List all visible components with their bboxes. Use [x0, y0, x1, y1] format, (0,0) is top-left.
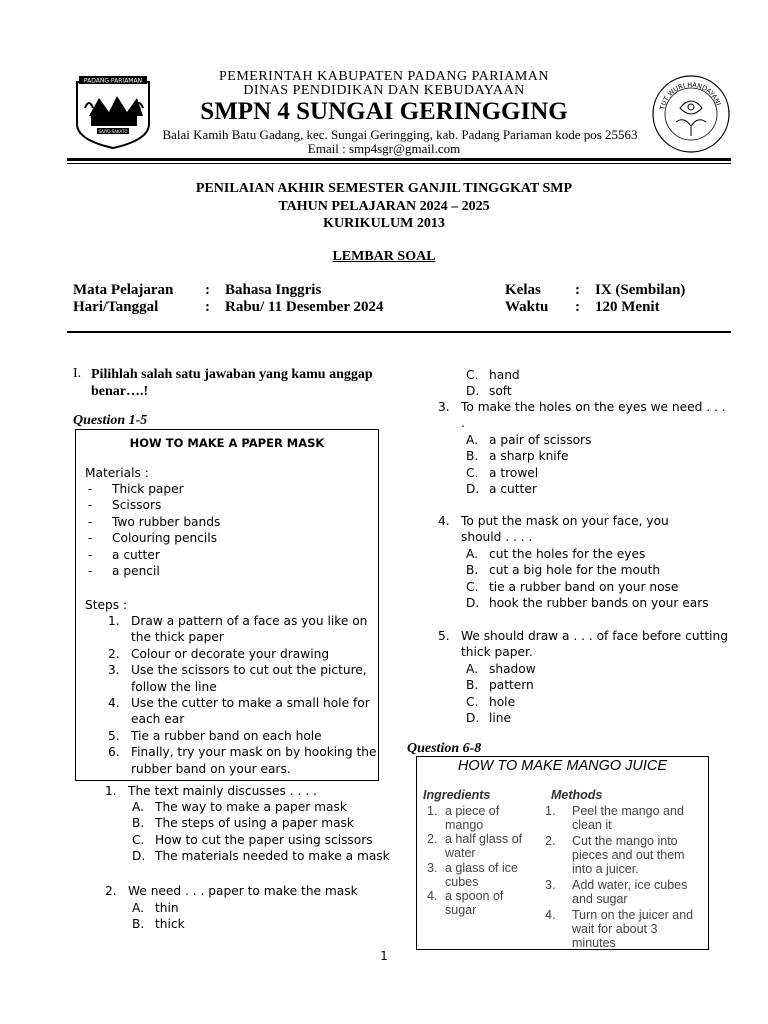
step-text: Use the scissors to cut out the picture,: [131, 663, 367, 678]
government-name: PEMERINTAH KABUPATEN PADANG PARIAMAN: [219, 69, 549, 84]
method-text: pieces and out them: [572, 848, 685, 862]
option-text: The materials needed to make a mask: [155, 849, 390, 864]
class-label: Kelas: [505, 282, 541, 298]
question-text: We should draw a . . . of face before cutting: [461, 629, 728, 643]
school-address: Balai Kamih Batu Gadang, kec. Sungai Geringging, kab. Padang Pariaman kode pos 25563: [162, 127, 638, 142]
info-divider: [67, 331, 731, 333]
option-text: pattern: [489, 678, 534, 693]
time-value: 120 Menit: [595, 299, 660, 315]
option-letter: D.: [466, 596, 480, 610]
subject-label: Mata Pelajaran: [73, 282, 174, 298]
material-item: Two rubber bands: [112, 514, 221, 529]
option-letter: A.: [132, 800, 144, 814]
time-label: Waktu: [505, 299, 549, 315]
method-text: Turn on the juicer and: [572, 908, 694, 922]
subject-value: Bahasa Inggris: [225, 282, 322, 298]
option-letter: C.: [466, 368, 479, 382]
department-name: DINAS PENDIDIKAN DAN KEBUDAYAAN: [243, 83, 525, 98]
ingredient-number: 2.: [427, 832, 438, 847]
method-text: and sugar: [572, 892, 628, 906]
bullet-dash: -: [88, 498, 93, 513]
option-letter: A.: [466, 432, 478, 447]
day-value: Rabu/ 11 Desember 2024: [225, 299, 384, 315]
question-number: 4.: [438, 514, 450, 528]
option-letter: B.: [466, 563, 479, 578]
option-text: thin: [155, 901, 179, 915]
bullet-dash: -: [88, 531, 93, 546]
day-label: Hari/Tanggal: [73, 299, 159, 315]
option-text: tie a rubber band on your nose: [489, 579, 679, 594]
method-number: 1.: [545, 804, 556, 818]
ingredient-text: sugar: [445, 903, 477, 918]
method-number: 4.: [545, 908, 556, 922]
ingredient-text: a glass of ice: [445, 860, 518, 875]
step-number: 6.: [108, 745, 120, 760]
instruction-text: Pilihlah salah satu jawaban yang kamu anggap benar….!: [91, 367, 373, 399]
header-divider-thin: [67, 163, 731, 164]
colon: :: [205, 299, 210, 315]
option-letter: B.: [466, 678, 479, 693]
option-text: a cutter: [489, 482, 537, 496]
option-letter: C.: [466, 579, 479, 594]
option-text: cut a big hole for the mouth: [489, 563, 661, 578]
sheet-title: LEMBAR SOAL: [332, 249, 436, 264]
curriculum: KURIKULUM 2013: [323, 216, 445, 231]
ingredient-number: 3.: [427, 860, 438, 875]
page-number: 1: [380, 949, 388, 963]
materials-label: Materials :: [85, 466, 149, 480]
bullet-dash: -: [88, 482, 93, 496]
step-text: rubber band on your ears.: [131, 761, 291, 776]
methods-label: Methods: [551, 788, 603, 802]
step-text: Use the cutter to make a small hole for: [131, 696, 370, 710]
logo-left-label: PADANG PARIAMAN: [83, 77, 143, 85]
exam-title: PENILAIAN AKHIR SEMESTER GANJIL TINGGKAT SMP: [195, 181, 573, 196]
question-text: .: [461, 416, 465, 431]
option-letter: A.: [466, 661, 478, 676]
option-letter: A.: [132, 901, 144, 915]
option-text: a pair of scissors: [489, 432, 592, 447]
section1-heading: Question 1-5: [73, 413, 148, 428]
method-text: wait for about 3: [572, 922, 658, 936]
mango-juice-title: HOW TO MAKE MANGO JUICE: [457, 758, 668, 774]
question-text: The text mainly discusses . . . .: [128, 784, 317, 798]
step-text: the thick paper: [131, 630, 224, 645]
colon: :: [205, 282, 210, 298]
step-number: 2.: [108, 646, 120, 661]
material-item: Colouring pencils: [112, 531, 218, 546]
option-text: a trowel: [489, 465, 539, 480]
colon: :: [575, 299, 580, 315]
bullet-dash: -: [88, 564, 93, 578]
option-letter: B.: [466, 449, 479, 464]
paper-mask-text-box: [75, 429, 379, 781]
bullet-dash: -: [88, 514, 93, 529]
method-number: 3.: [545, 878, 556, 892]
method-text: into a juicer.: [572, 862, 639, 876]
question-text: should . . . .: [461, 530, 533, 545]
logo-left-motto: SAIYO SAKATO: [98, 129, 128, 134]
ingredient-number: 4.: [427, 889, 438, 904]
step-text: Tie a rubber band on each hole: [131, 728, 322, 743]
ingredients-label: Ingredients: [423, 788, 491, 802]
question-text: To make the holes on the eyes we need . . .: [461, 400, 726, 414]
option-text: thick: [155, 917, 185, 932]
section2-heading: Question 6-8: [407, 741, 482, 756]
question-number: 1.: [105, 784, 117, 798]
option-letter: D.: [466, 482, 480, 496]
option-letter: B.: [132, 917, 145, 932]
question-text: To put the mask on your face, you: [461, 514, 669, 528]
question-text: thick paper.: [461, 645, 533, 660]
method-text: clean it: [572, 818, 612, 832]
step-number: 1.: [108, 614, 120, 628]
step-text: each ear: [131, 712, 185, 727]
academic-year: TAHUN PELAJARAN 2024 – 2025: [278, 199, 490, 214]
step-text: follow the line: [131, 679, 217, 694]
material-item: Scissors: [112, 498, 162, 513]
option-letter: D.: [466, 384, 480, 399]
ingredient-text: a piece of: [445, 804, 500, 818]
option-letter: A.: [466, 546, 478, 561]
option-text: hook the rubber bands on your ears: [489, 596, 709, 610]
option-text: cut the holes for the eyes: [489, 546, 646, 561]
mango-juice-text-box: [416, 756, 709, 950]
question-number: 5.: [438, 629, 450, 643]
option-text: How to cut the paper using scissors: [155, 832, 373, 847]
option-letter: C.: [466, 694, 479, 709]
colon: :: [575, 282, 580, 298]
question-text: We need . . . paper to make the mask: [128, 884, 358, 898]
question-number: 3.: [438, 400, 450, 414]
step-number: 3.: [108, 663, 120, 678]
option-text: soft: [489, 384, 512, 399]
method-text: Cut the mango into: [572, 834, 678, 848]
option-text: line: [489, 711, 511, 725]
option-letter: C.: [466, 465, 479, 480]
material-item: a pencil: [112, 564, 160, 578]
step-text: Finally, try your mask on by hooking the: [131, 745, 377, 760]
option-text: shadow: [489, 661, 536, 676]
ingredient-text: mango: [445, 818, 484, 832]
bullet-dash: -: [88, 547, 93, 562]
ingredient-text: a half glass of: [445, 832, 523, 847]
material-item: a cutter: [112, 547, 160, 562]
method-text: Peel the mango and: [572, 804, 684, 818]
steps-label: Steps :: [85, 598, 128, 612]
method-text: Add water, ice cubes: [572, 878, 688, 892]
school-name: SMPN 4 SUNGAI GERINGGING: [200, 98, 568, 125]
option-letter: D.: [466, 711, 480, 725]
option-letter: B.: [132, 816, 145, 831]
step-text: Colour or decorate your drawing: [131, 646, 330, 661]
step-number: 5.: [108, 728, 120, 743]
option-letter: C.: [132, 832, 145, 847]
question-number: 2.: [105, 884, 117, 898]
class-value: IX (Sembilan): [595, 282, 686, 298]
option-text: a sharp knife: [489, 449, 569, 464]
school-email: Email : smp4sgr@gmail.com: [307, 141, 461, 156]
ingredient-text: water: [445, 846, 476, 861]
step-text: Draw a pattern of a face as you like on: [131, 614, 368, 628]
instruction-number: I.: [73, 366, 82, 381]
paper-mask-title: HOW TO MAKE A PAPER MASK: [129, 436, 325, 450]
ingredient-text: cubes: [445, 874, 479, 889]
method-text: minutes: [572, 936, 616, 950]
material-item: Thick paper: [112, 482, 184, 496]
option-text: The steps of using a paper mask: [155, 816, 354, 831]
ingredient-number: 1.: [427, 804, 438, 818]
step-number: 4.: [108, 696, 120, 710]
ingredient-text: a spoon of: [445, 889, 504, 904]
option-letter: D.: [132, 849, 146, 864]
header-divider-thick: [67, 158, 731, 161]
method-number: 2.: [545, 834, 556, 848]
option-text: hole: [489, 694, 516, 709]
option-text: hand: [489, 368, 520, 382]
logo-right-label: TUT WURI HANDAYANI: [658, 80, 723, 111]
option-text: The way to make a paper mask: [155, 800, 347, 814]
